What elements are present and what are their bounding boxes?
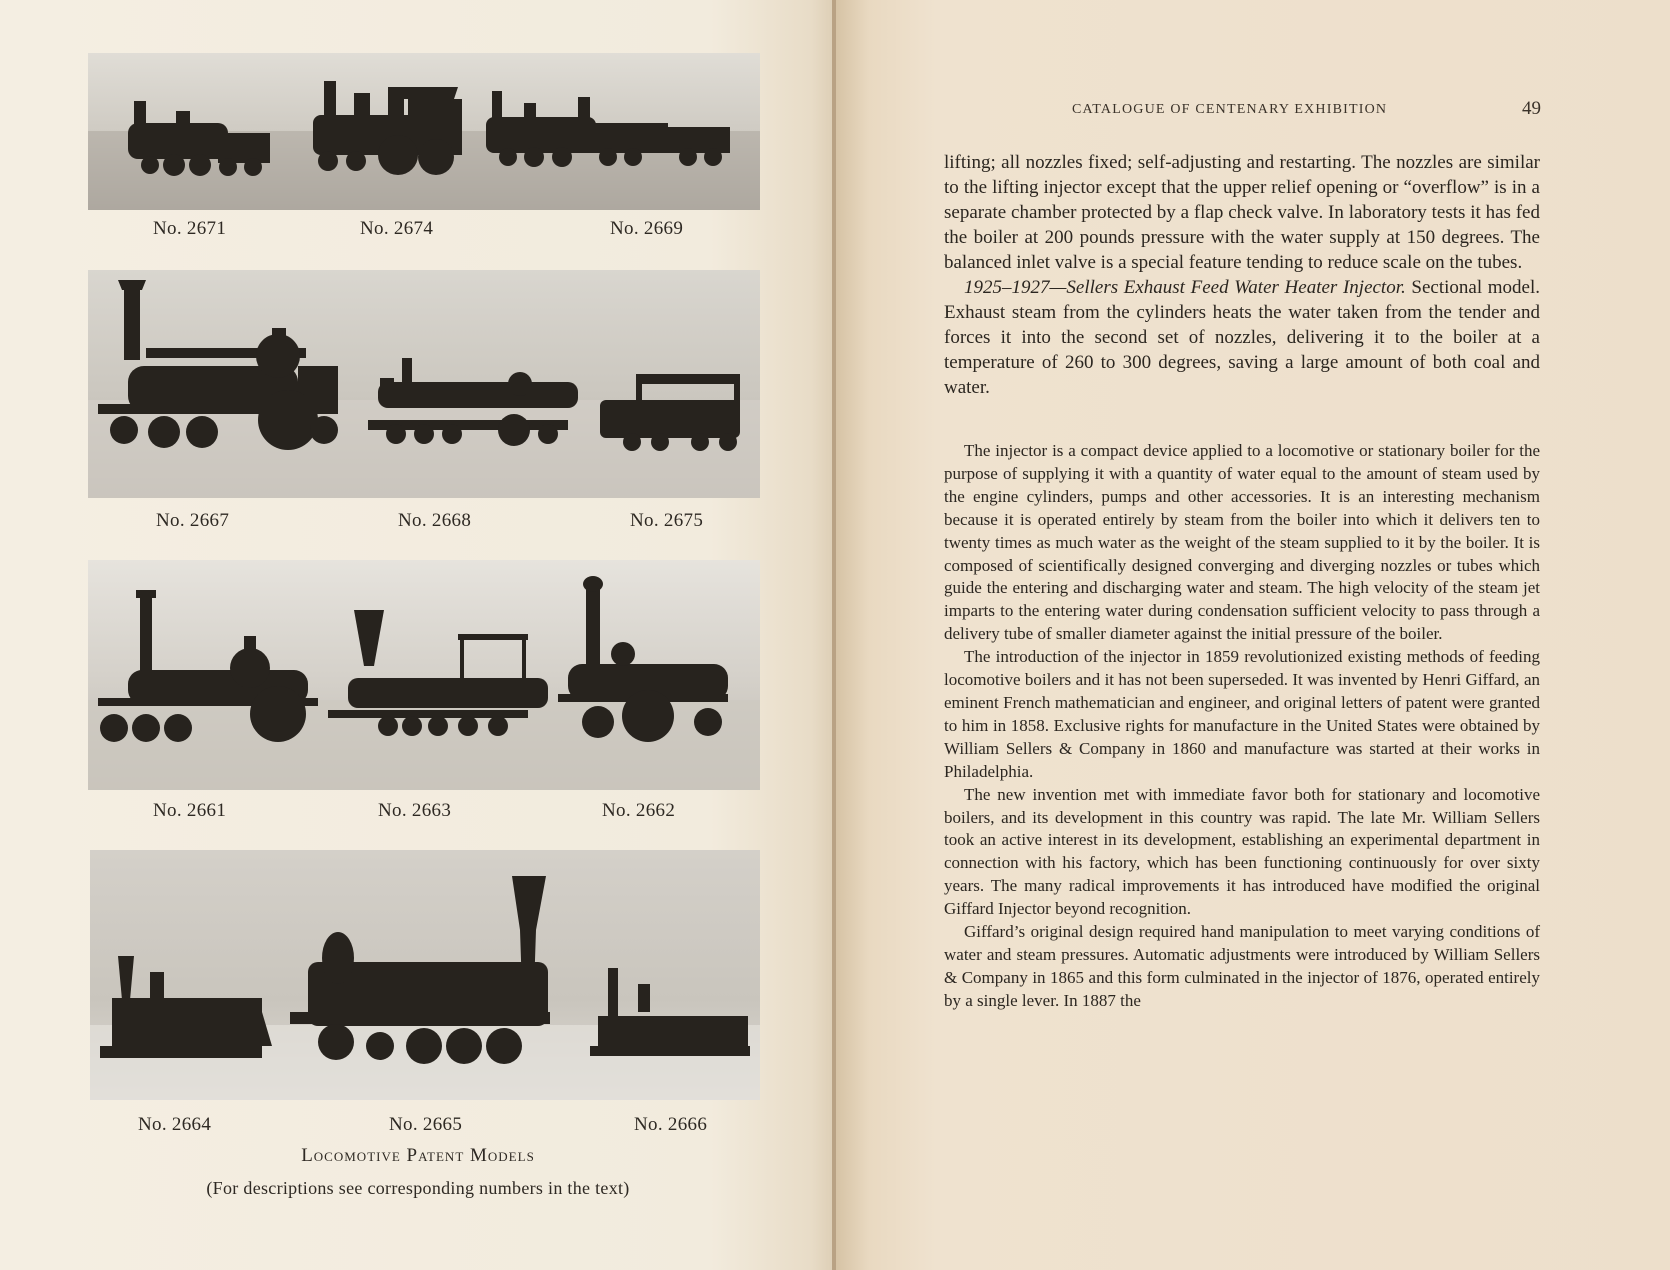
paragraph-2-title: 1925–1927—Sellers Exhaust Feed Water Heater Injector. (964, 277, 1406, 298)
plate-note: (For descriptions see corresponding numbers in the text) (206, 1178, 630, 1198)
photo-plate-2 (88, 270, 760, 498)
caption-no-2666: No. 2666 (634, 1114, 708, 1135)
caption-no-2663: No. 2663 (378, 800, 452, 821)
photo-plate-4 (90, 850, 760, 1100)
caption-no-2661: No. 2661 (153, 800, 227, 821)
photo-plate-3 (88, 560, 760, 790)
running-head: CATALOGUE OF CENTENARY EXHIBITION (1072, 102, 1388, 117)
caption-no-2662: No. 2662 (602, 800, 676, 821)
paragraph-2-text: Sectional model. Exhaust steam from the cylinders heats the water taken from the tender and forces it into the second set of nozzles, delivering it to the boiler at a temperature of 260 to 300 degrees, saving a large amount of both coal and water. (944, 277, 1540, 398)
paragraph-3: The injector is a compact device applied to a locomotive or stationary boiler for the purpose of supplying it with a quantity of water equal to the amount of steam used by the engine cylinders, pumps and other accessories. It is an interesting mechanism because it is operated entirely by steam from the boiler into which it delivers ten to twenty times as much water as the weight of the steam supplied to it by the boiler. It is composed of scientifically designed converging and diverging nozzles or tubes which guide the entering and discharging water and steam. The high velocity of the steam jet imparts to the entering water during condensation sufficient velocity to pass through a delivery tube of smaller diameter against the initial pressure of the boiler. (944, 441, 1540, 644)
caption-no-2669: No. 2669 (610, 218, 684, 239)
paragraph-4: The introduction of the injector in 1859 revolutionized existing methods of feeding locomotive boilers and it has not been superseded. It was invented by Henri Giffard, an eminent French mathematician and engineer, and original letters of patent were granted to him in 1858. Exclusive rights for manufacture in the United States were obtained by William Sellers & Company in 1860 and manufacture was started at their works in Philadelphia. (944, 647, 1540, 781)
page-number: 49 (1522, 98, 1541, 119)
caption-no-2675: No. 2675 (630, 510, 704, 531)
caption-no-2665: No. 2665 (389, 1114, 463, 1135)
plate-title: Locomotive Patent Models (301, 1145, 535, 1166)
caption-no-2667: No. 2667 (156, 510, 230, 531)
paragraph-1: lifting; all nozzles fixed; self-adjusting and restarting. The nozzles are similar to the lifting injector except that the upper relief opening or “overflow” is in a separate chamber protected by a flap check valve. In laboratory tests it has fed the boiler at 200 pounds pressure with the water supply at 150 degrees. The balanced inlet valve is a special feature tending to reduce scale on the tubes. (944, 152, 1540, 273)
caption-no-2674: No. 2674 (360, 218, 434, 239)
paragraph-2 (944, 275, 1540, 400)
caption-no-2671: No. 2671 (153, 218, 227, 239)
caption-no-2664: No. 2664 (138, 1114, 212, 1135)
text-block-lower (944, 440, 1540, 1013)
paragraph-6: Giffard’s original design required hand manipulation to meet varying conditions of water and steam pressures. Automatic adjustments were introduced by William Sellers & Company in 1865 and this form culminated in the injector of 1876, operated entirely by a single lever. In 1887 the (944, 922, 1540, 1010)
text-block-upper (944, 150, 1540, 400)
caption-no-2668: No. 2668 (398, 510, 472, 531)
paragraph-5: The new invention met with immediate favor both for stationary and locomotive boilers, and its development in this country was rapid. The late Mr. William Sellers took an active interest in its development, establishing an experimental department in connection with his factory, which has been functioning continuously for over sixty years. The many radical improvements it has introduced have modified the original Giffard Injector beyond recognition. (944, 784, 1540, 919)
photo-plate-1 (88, 53, 760, 210)
